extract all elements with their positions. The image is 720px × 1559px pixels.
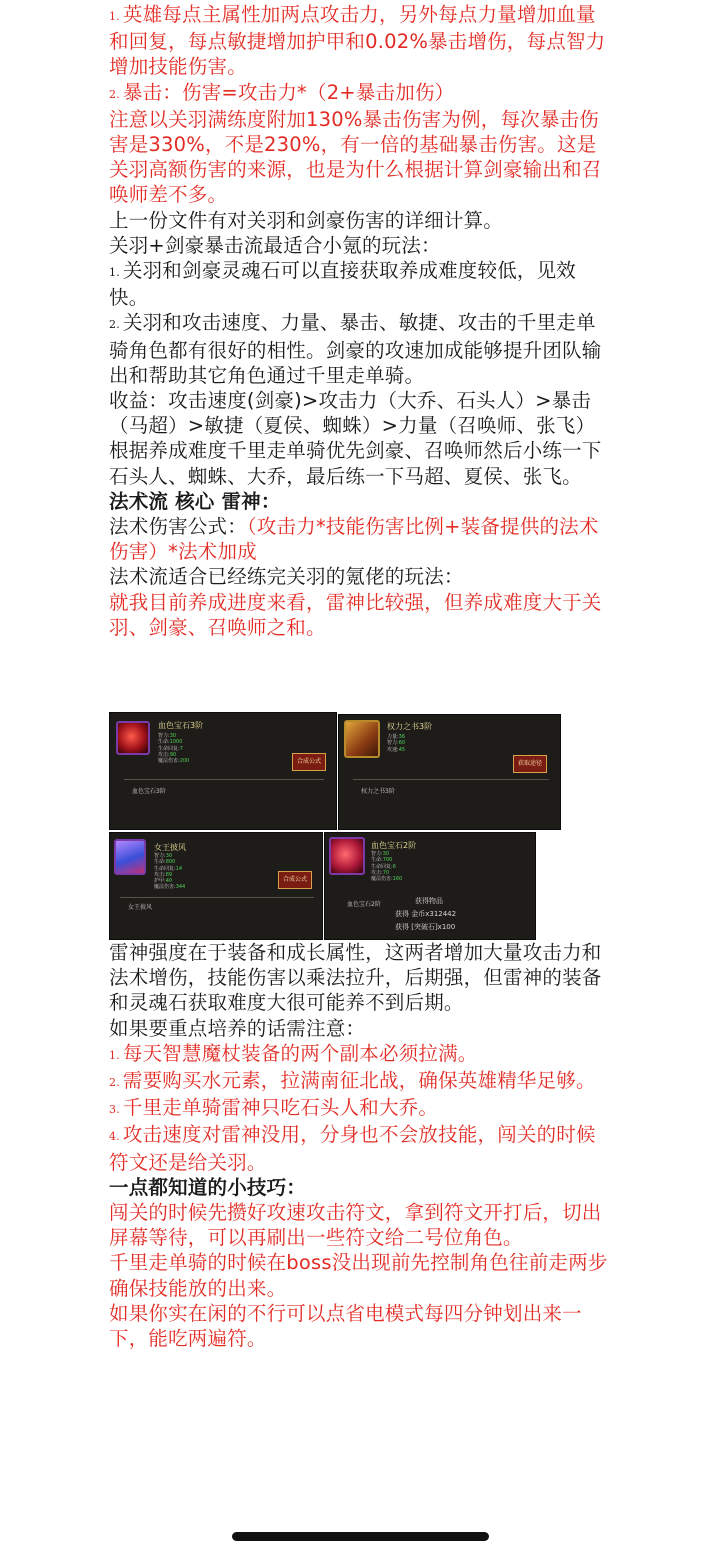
paragraph: [109, 1301, 614, 1351]
paragraph-text: 雷神强度在于装备和成长属性，这两者增加大量攻击力和法术增伤，技能伤害以乘法拉升，后期强，但雷神的装备和灵魂石获取难度大很可能养不到后期。: [109, 941, 602, 1015]
stat-label: 生命:: [158, 739, 170, 746]
list-number: 2.: [109, 318, 120, 332]
list-number: 2.: [109, 1076, 120, 1090]
list-number: 3.: [109, 1103, 120, 1117]
article-section-bottom: [109, 940, 614, 1351]
list-number: 1.: [109, 1048, 120, 1062]
divider: [124, 779, 324, 780]
paragraph-text: 如果要重点培养的话需注意：: [109, 1016, 366, 1040]
list-number: 1.: [109, 10, 120, 23]
paragraph: [109, 80, 614, 107]
paragraph: [109, 258, 614, 310]
paragraph-text: 暴击：伤害=攻击力*（2+暴击加伤）: [122, 80, 455, 104]
item-card-queen-cloak: [109, 832, 323, 940]
home-indicator: [232, 1532, 489, 1541]
section-heading: [109, 1175, 614, 1200]
paragraph: [109, 1250, 614, 1300]
equipment-screenshot-gallery: [109, 712, 561, 940]
stat-row: [371, 876, 402, 882]
stat-value: 30: [169, 733, 177, 739]
stat-row: [387, 747, 405, 753]
paragraph-text: 需要购买水元素，拉满南征北战，确保英雄精华足够。: [122, 1069, 596, 1093]
item-stats: [387, 734, 405, 753]
stat-value: 30: [165, 853, 173, 859]
stat-label: 智力:: [158, 733, 170, 739]
divider: [353, 779, 549, 780]
paragraph: [109, 564, 614, 589]
stat-value: 344: [175, 884, 186, 891]
stat-value: 30: [382, 851, 390, 857]
item-name: 血色宝石3阶: [158, 721, 204, 730]
reward-line: 获得 [突破石]x100: [395, 923, 456, 931]
item-name: 权力之书3阶: [387, 722, 433, 731]
paragraph: [109, 940, 614, 1016]
stat-label: 生命回复:: [158, 745, 180, 752]
stat-label: 攻击:: [154, 871, 166, 878]
stat-value: 60: [398, 740, 406, 747]
paragraph-text: 千里走单骑的时候在boss没出现前先控制角色往前走两步确保技能放的出来。: [109, 1251, 608, 1300]
stat-label: 魔法伤害:: [158, 758, 180, 765]
item-footer: 血色宝石2阶: [347, 901, 381, 908]
paragraph-text: 攻击速度对雷神没用，分身也不会放技能，闯关的时候符文还是给关羽。: [109, 1123, 596, 1174]
item-footer: 血色宝石3阶: [132, 788, 166, 795]
stat-label: 魔法伤害:: [154, 884, 176, 891]
stat-label: 智力:: [371, 851, 383, 857]
paragraph-text: 一点都知道的小技巧：: [109, 1175, 307, 1199]
stat-label: 攻击:: [158, 751, 170, 758]
blood-gem-icon: [116, 721, 150, 755]
item-card-power-book-3: [338, 714, 561, 830]
stat-label: 智力:: [387, 740, 399, 747]
queen-cloak-icon: [114, 839, 146, 875]
paragraph: [109, 233, 614, 258]
acquire-route-button[interactable]: 获取途径: [513, 755, 547, 773]
stat-value: 700: [382, 857, 393, 864]
paragraph: [109, 107, 614, 208]
section-heading: [109, 489, 614, 514]
item-footer: 女王披风: [128, 904, 153, 911]
blood-gem-icon: [329, 837, 365, 875]
stat-row: [158, 758, 189, 764]
stat-label: 生命回复:: [154, 865, 176, 872]
stat-value: 89: [165, 871, 173, 878]
list-number: 2.: [109, 87, 120, 101]
paragraph-text: 关羽和攻击速度、力量、暴击、敏捷、攻击的千里走单骑角色都有很好的相性。剑豪的攻速加成能够提升团队输出和帮助其它角色通过千里走单骑。: [109, 311, 602, 387]
paragraph: [109, 310, 614, 388]
paragraph-text: 法术伤害公式：: [109, 515, 247, 539]
reward-line: 获得 金币x312442: [395, 910, 457, 918]
stat-value: 1000: [169, 739, 183, 746]
stat-label: 力量:: [387, 734, 399, 740]
craft-formula-button[interactable]: 合成公式: [278, 871, 312, 889]
item-card-blood-gem-2: [324, 832, 536, 940]
paragraph-text: 如果你实在闲的不行可以点省电模式每四分钟划出来一下，能吃两遍符。: [109, 1301, 582, 1351]
stat-value: 800: [165, 859, 176, 866]
paragraph: [109, 590, 614, 640]
reward-title: 获得物品: [415, 897, 443, 905]
paragraph-text: 法术流 核心 雷神：: [109, 489, 281, 513]
item-footer: 权力之书3阶: [361, 788, 395, 795]
paragraph: [109, 1068, 614, 1095]
stat-value: 14: [175, 865, 183, 872]
stat-label: 智力:: [154, 853, 166, 859]
stat-value: 6: [392, 863, 396, 870]
paragraph-text: 千里走单骑雷神只吃石头人和大乔。: [122, 1096, 439, 1120]
stat-value: 200: [179, 758, 190, 765]
stat-label: 护甲:: [154, 878, 166, 885]
paragraph-text: 就我目前养成进度来看，雷神比较强，但养成难度大于关羽、剑豪、召唤师之和。: [109, 590, 602, 639]
paragraph-text: 上一份文件有对关羽和剑豪伤害的详细计算。: [109, 208, 504, 232]
paragraph: [109, 1041, 614, 1068]
paragraph: [109, 1016, 614, 1041]
craft-formula-button[interactable]: 合成公式: [292, 753, 326, 771]
power-book-icon: [344, 720, 380, 758]
paragraph-text: 法术流适合已经练完关羽的氪佬的玩法：: [109, 565, 464, 589]
item-stats: [371, 851, 402, 882]
paragraph: [109, 1200, 614, 1250]
article-section-top: [109, 2, 614, 640]
stat-value: 36: [398, 734, 406, 740]
stat-value: 70: [382, 869, 390, 876]
paragraph: [109, 438, 614, 488]
paragraph-text: 注意以关羽满练度附加130%暴击伤害为例，每次暴击伤害是330%，不是230%，有一倍的基础暴击伤害。这是关羽高额伤害的来源，也是为什么根据计算剑豪输出和召唤师差不多。: [109, 107, 602, 207]
paragraph: [109, 2, 614, 80]
stat-row: [154, 884, 185, 890]
item-name: 血色宝石2阶: [371, 841, 417, 850]
stat-value: 160: [392, 876, 403, 883]
list-number: 1.: [109, 266, 120, 280]
paragraph: [109, 388, 614, 438]
stat-label: 魔法伤害:: [371, 876, 393, 883]
stat-value: 45: [398, 746, 406, 753]
stat-label: 攻击:: [371, 869, 383, 876]
item-stats: [158, 733, 189, 764]
paragraph-text: 闯关的时候先攒好攻速攻击符文，拿到符文开打后，切出屏幕等待，可以再刷出一些符文给二号位角色。: [109, 1201, 602, 1250]
item-card-blood-gem-3: [109, 712, 337, 830]
paragraph-text: 每天智慧魔杖装备的两个副本必须拉满。: [122, 1041, 478, 1065]
stat-label: 生命:: [154, 859, 166, 866]
paragraph-text: 收益：攻击速度(剑豪)>攻击力（大乔、石头人）>暴击（马超）>敏捷（夏侯、蜘蛛）>力量（召唤师、张飞）: [109, 389, 596, 438]
item-name: 女王披风: [154, 843, 186, 852]
paragraph: [109, 1095, 614, 1122]
paragraph-text: 关羽和剑豪灵魂石可以直接获取养成难度较低，见效快。: [109, 259, 577, 310]
stat-label: 生命回复:: [371, 863, 393, 870]
stat-value: 40: [165, 878, 173, 885]
paragraph: [109, 1122, 614, 1174]
paragraph: [109, 514, 614, 564]
list-number: 4.: [109, 1130, 120, 1144]
stat-label: 生命:: [371, 857, 383, 864]
stat-value: 90: [169, 751, 177, 758]
stat-value: 7: [179, 745, 183, 752]
paragraph-text: 根据养成难度千里走单骑优先剑豪、召唤师然后小练一下石头人、蜘蛛、大乔，最后练一下马超、夏侯、张飞。: [109, 439, 602, 488]
paragraph-text: 英雄每点主属性加两点攻击力，另外每点力量增加血量和回复，每点敏捷增加护甲和0.02%暴击增伤，每点智力增加技能伤害。: [109, 3, 606, 79]
item-stats: [154, 853, 185, 891]
stat-label: 攻速:: [387, 746, 399, 753]
paragraph: [109, 208, 614, 233]
paragraph-text: 关羽+剑豪暴击流最适合小氪的玩法：: [109, 233, 441, 257]
divider: [120, 897, 314, 898]
formula-text: （攻击力*技能伤害比例+装备提供的法术伤害）*法术加成: [109, 515, 599, 564]
